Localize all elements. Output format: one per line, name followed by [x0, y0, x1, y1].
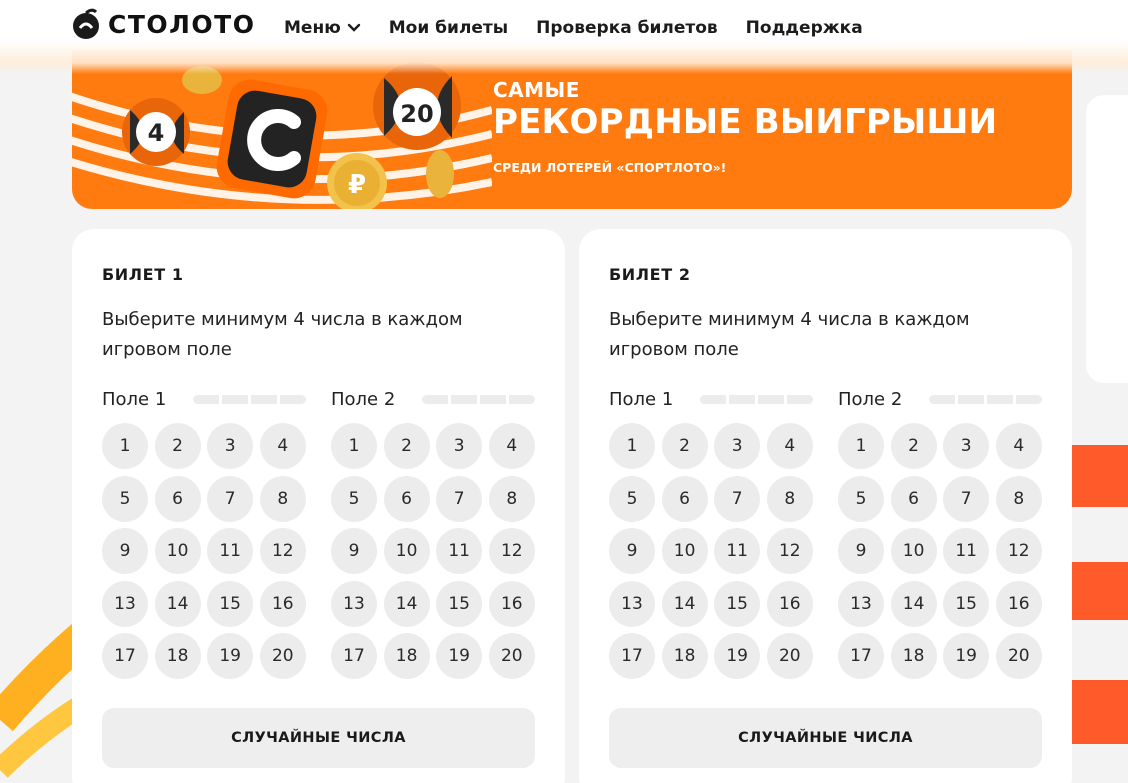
number-ball[interactable]: 10 [384, 528, 430, 574]
ticket-title: БИЛЕТ 2 [609, 265, 691, 284]
number-ball[interactable]: 12 [489, 528, 535, 574]
number-ball[interactable]: 19 [207, 633, 253, 679]
game-field [838, 387, 1042, 679]
number-ball[interactable]: 12 [767, 528, 813, 574]
ticket-card [72, 229, 565, 783]
field-label: Поле 2 [331, 388, 396, 410]
number-ball[interactable]: 8 [260, 476, 306, 522]
number-ball[interactable]: 16 [489, 581, 535, 627]
ticket-card [579, 229, 1072, 783]
number-ball[interactable]: 8 [996, 476, 1042, 522]
number-ball[interactable]: 14 [662, 581, 708, 627]
field-progress [422, 395, 535, 404]
number-ball[interactable]: 14 [155, 581, 201, 627]
number-ball[interactable]: 9 [609, 528, 655, 574]
number-ball[interactable]: 15 [714, 581, 760, 627]
number-ball[interactable]: 11 [714, 528, 760, 574]
field-label: Поле 1 [102, 388, 167, 410]
number-ball[interactable]: 1 [331, 423, 377, 469]
svg-text:₽: ₽ [347, 170, 367, 200]
number-ball[interactable]: 10 [662, 528, 708, 574]
number-ball[interactable]: 16 [996, 581, 1042, 627]
chevron-down-icon [347, 23, 361, 33]
stoloto-logo-icon [72, 8, 102, 40]
number-ball[interactable]: 18 [891, 633, 937, 679]
field-progress [700, 395, 813, 404]
number-ball[interactable]: 13 [609, 581, 655, 627]
number-grid [331, 423, 535, 679]
number-ball[interactable]: 10 [891, 528, 937, 574]
number-ball[interactable]: 4 [260, 423, 306, 469]
game-field [609, 387, 813, 679]
number-ball[interactable]: 2 [891, 423, 937, 469]
number-ball[interactable]: 2 [384, 423, 430, 469]
number-ball[interactable]: 3 [714, 423, 760, 469]
number-ball[interactable]: 8 [489, 476, 535, 522]
number-ball[interactable]: 9 [102, 528, 148, 574]
banner-headline: РЕКОРДНЫЕ ВЫИГРЫШИ [493, 102, 998, 142]
number-ball[interactable]: 15 [943, 581, 989, 627]
number-ball[interactable]: 17 [102, 633, 148, 679]
number-ball[interactable]: 13 [102, 581, 148, 627]
ticket-title: БИЛЕТ 1 [102, 265, 184, 284]
number-ball[interactable]: 16 [260, 581, 306, 627]
number-ball[interactable]: 18 [384, 633, 430, 679]
number-ball[interactable]: 18 [662, 633, 708, 679]
field-progress [193, 395, 306, 404]
number-ball[interactable]: 13 [331, 581, 377, 627]
banner-subtitle: СРЕДИ ЛОТЕРЕЙ «СПОРТЛОТО»! [493, 160, 727, 175]
number-ball[interactable]: 9 [331, 528, 377, 574]
number-ball[interactable]: 17 [331, 633, 377, 679]
number-ball[interactable]: 4 [767, 423, 813, 469]
number-ball[interactable]: 8 [767, 476, 813, 522]
number-ball[interactable]: 11 [436, 528, 482, 574]
number-ball[interactable]: 1 [102, 423, 148, 469]
number-grid [609, 423, 813, 679]
ticket-hint: Выберите минимум 4 числа в каждом игровом поле [102, 309, 463, 360]
number-ball[interactable]: 5 [331, 476, 377, 522]
random-numbers-button[interactable]: СЛУЧАЙНЫЕ ЧИСЛА [609, 708, 1042, 768]
number-ball[interactable]: 18 [155, 633, 201, 679]
game-field [331, 387, 535, 679]
number-ball[interactable]: 3 [436, 423, 482, 469]
number-ball[interactable]: 20 [996, 633, 1042, 679]
number-ball[interactable]: 1 [838, 423, 884, 469]
number-ball[interactable]: 11 [207, 528, 253, 574]
number-ball[interactable]: 1 [609, 423, 655, 469]
field-label: Поле 1 [609, 388, 674, 410]
number-ball[interactable]: 10 [155, 528, 201, 574]
number-ball[interactable]: 6 [384, 476, 430, 522]
game-field [102, 387, 306, 679]
site-header [0, 0, 1128, 74]
number-ball[interactable]: 4 [489, 423, 535, 469]
main-nav [284, 18, 863, 38]
number-ball[interactable]: 11 [943, 528, 989, 574]
nav-menu-label: Меню [284, 18, 341, 38]
number-ball[interactable]: 20 [767, 633, 813, 679]
number-ball[interactable]: 5 [838, 476, 884, 522]
nav-menu[interactable] [284, 18, 361, 38]
logo[interactable] [72, 8, 255, 40]
svg-text:20: 20 [400, 100, 434, 128]
number-ball[interactable]: 20 [260, 633, 306, 679]
number-ball[interactable]: 2 [662, 423, 708, 469]
number-ball[interactable]: 6 [155, 476, 201, 522]
number-ball[interactable]: 17 [838, 633, 884, 679]
logo-text: СТОЛОТО [108, 9, 256, 39]
number-ball[interactable]: 15 [207, 581, 253, 627]
number-ball[interactable]: 19 [714, 633, 760, 679]
number-ball[interactable]: 5 [102, 476, 148, 522]
number-ball[interactable]: 7 [207, 476, 253, 522]
field-progress [929, 395, 1042, 404]
field-label: Поле 2 [838, 388, 903, 410]
side-card [1086, 95, 1128, 383]
random-numbers-button[interactable]: СЛУЧАЙНЫЕ ЧИСЛА [102, 708, 535, 768]
number-ball[interactable]: 19 [943, 633, 989, 679]
number-ball[interactable]: 12 [260, 528, 306, 574]
number-grid [102, 423, 306, 679]
number-ball[interactable]: 2 [155, 423, 201, 469]
number-ball[interactable]: 15 [436, 581, 482, 627]
number-ball[interactable]: 6 [662, 476, 708, 522]
number-ball[interactable]: 3 [207, 423, 253, 469]
number-ball[interactable]: 16 [767, 581, 813, 627]
number-ball[interactable]: 5 [609, 476, 655, 522]
number-ball[interactable]: 14 [384, 581, 430, 627]
number-ball[interactable]: 7 [436, 476, 482, 522]
ticket-hint: Выберите минимум 4 числа в каждом игровом поле [609, 309, 970, 360]
number-ball[interactable]: 7 [714, 476, 760, 522]
number-ball[interactable]: 9 [838, 528, 884, 574]
number-ball[interactable]: 12 [996, 528, 1042, 574]
number-ball[interactable]: 7 [943, 476, 989, 522]
number-ball[interactable]: 17 [609, 633, 655, 679]
banner-line1: САМЫЕ [493, 78, 580, 102]
number-grid [838, 423, 1042, 679]
number-ball[interactable]: 13 [838, 581, 884, 627]
svg-text:4: 4 [147, 119, 165, 147]
nav-my-tickets[interactable]: Мои билеты [388, 18, 509, 38]
number-ball[interactable]: 3 [943, 423, 989, 469]
nav-support[interactable]: Поддержка [745, 18, 863, 38]
number-ball[interactable]: 6 [891, 476, 937, 522]
nav-check-tickets[interactable]: Проверка билетов [536, 18, 718, 38]
number-ball[interactable]: 14 [891, 581, 937, 627]
number-ball[interactable]: 19 [436, 633, 482, 679]
number-ball[interactable]: 20 [489, 633, 535, 679]
number-ball[interactable]: 4 [996, 423, 1042, 469]
